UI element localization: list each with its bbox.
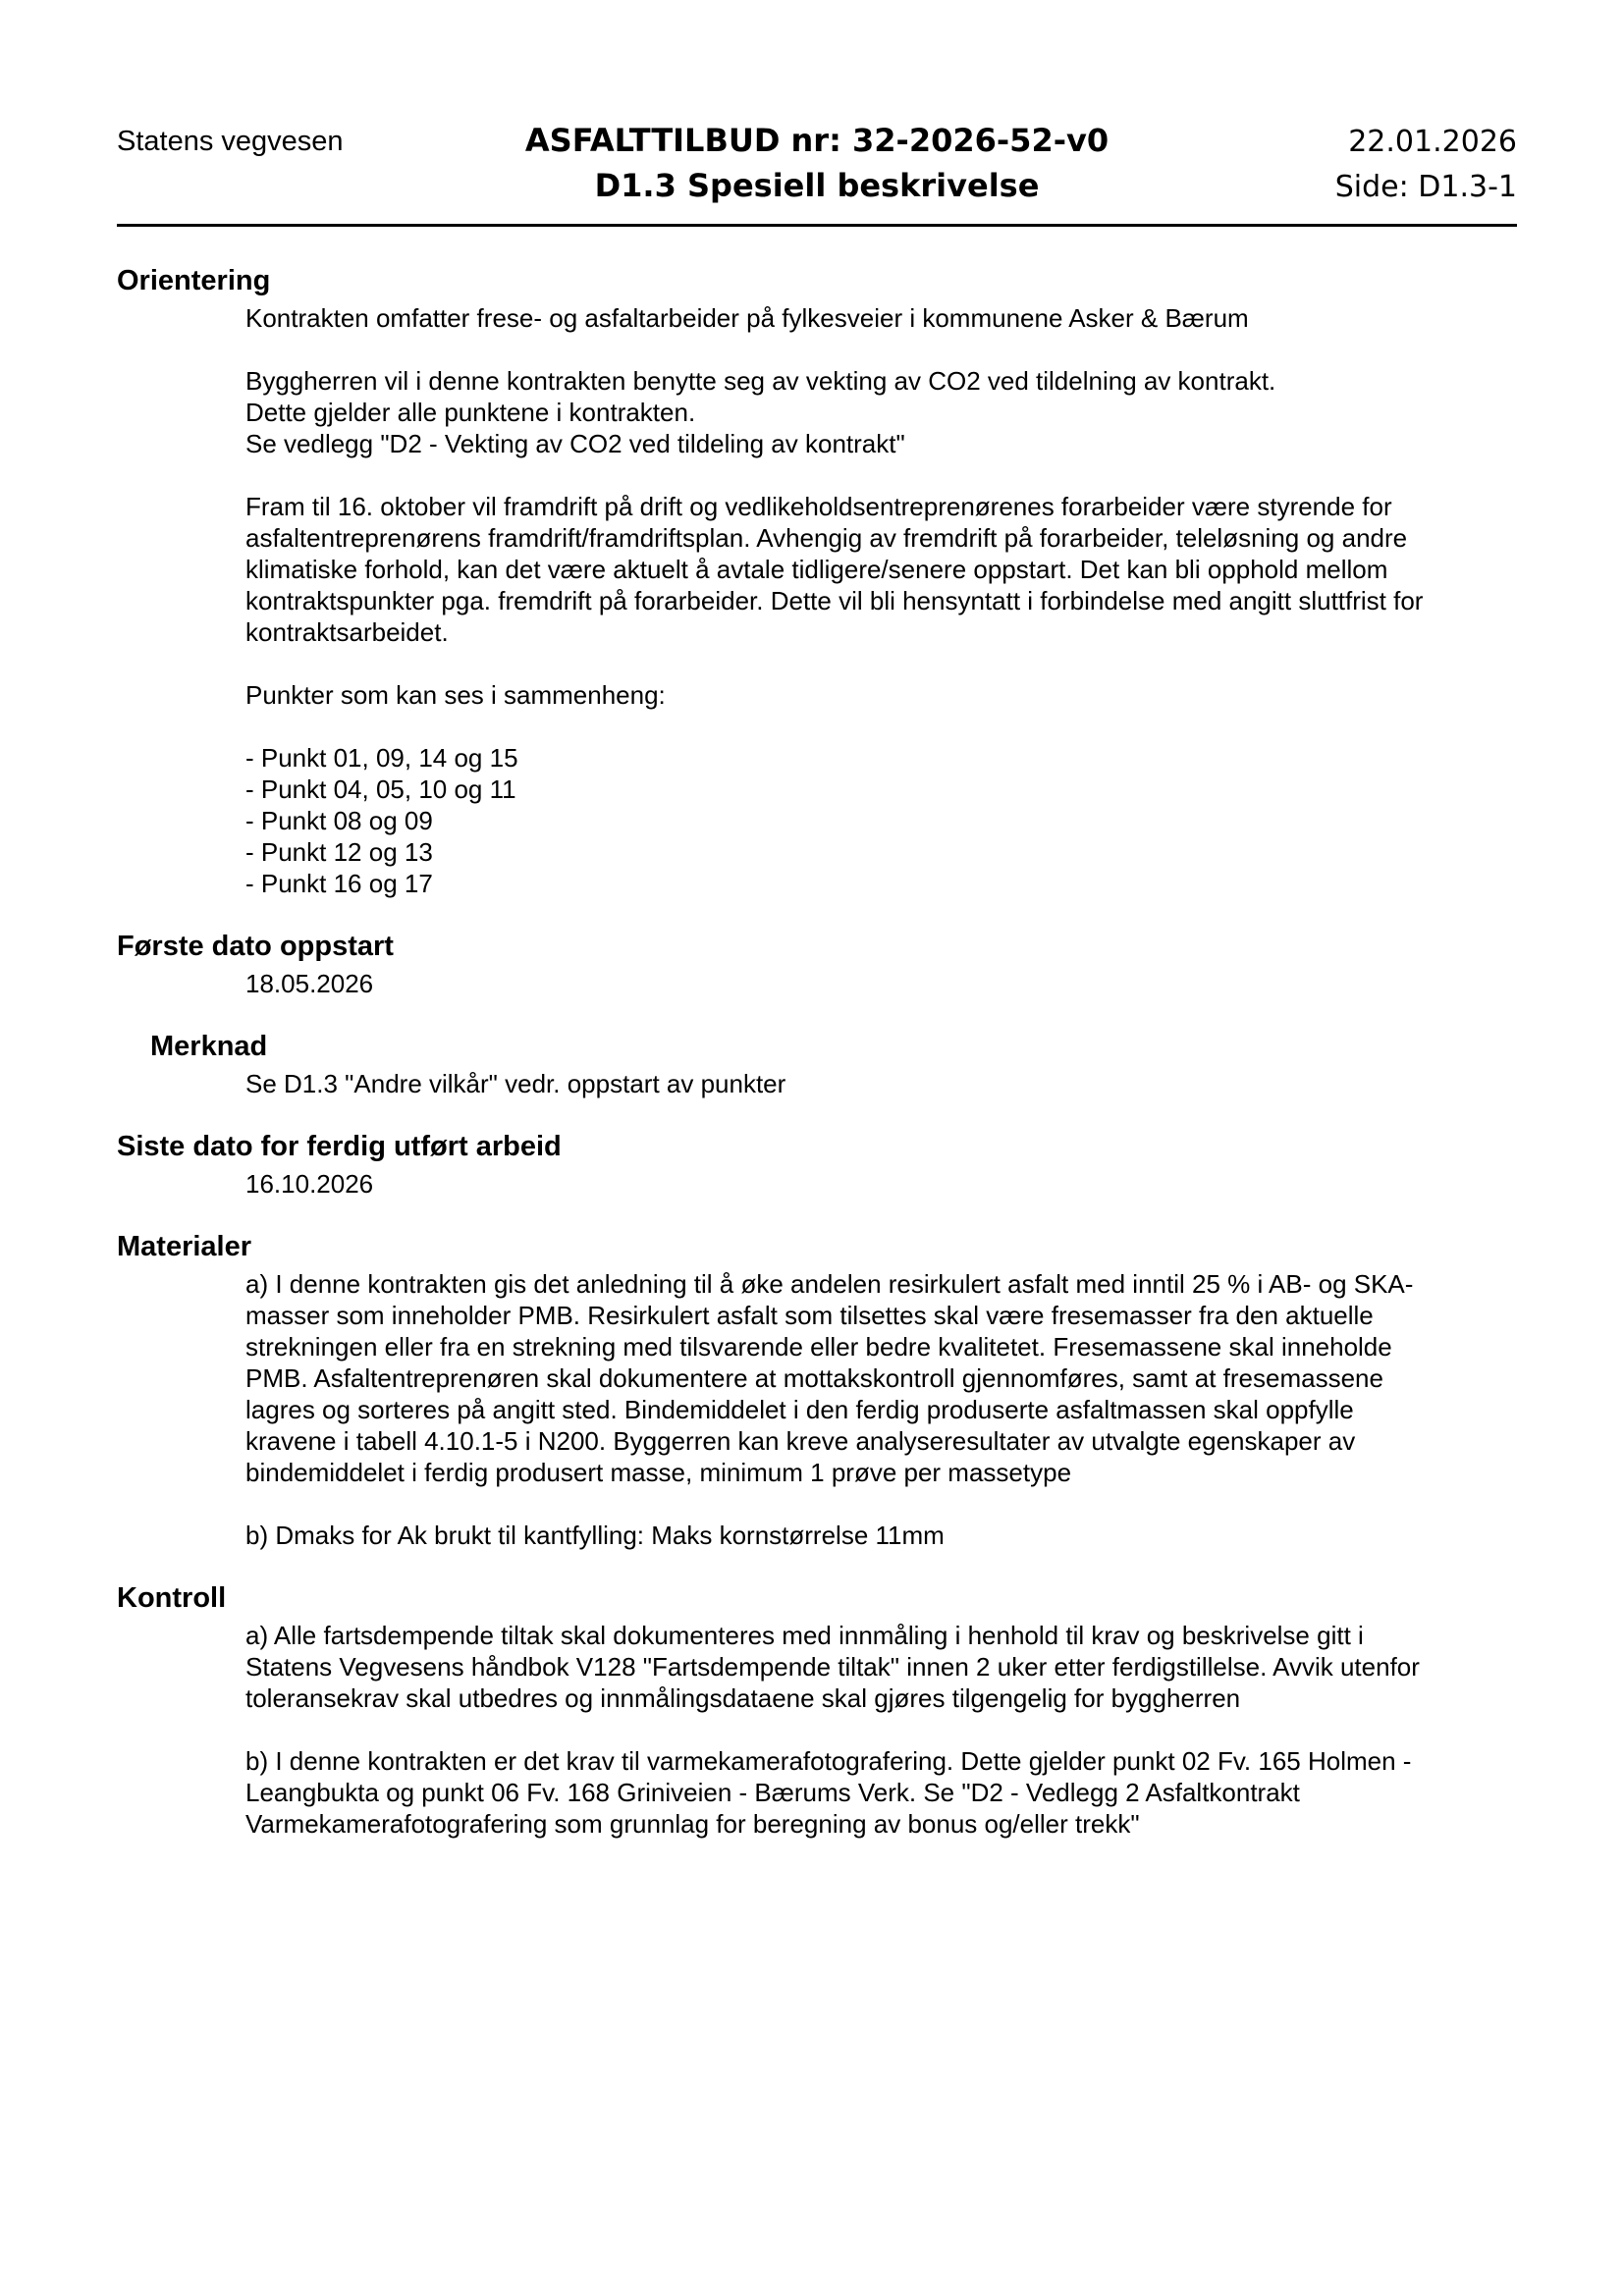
section-heading: Orientering (117, 265, 271, 296)
paragraph: Kontrakten omfatter frese- og asfaltarbeider på fylkesveier i kommunene Asker & Bærum (245, 303, 1249, 333)
paragraph-line: Dette gjelder alle punktene i kontrakten. (245, 398, 696, 427)
end-date-value: 16.10.2026 (245, 1169, 374, 1199)
paragraph: b) Dmaks for Ak brukt til kantfylling: Maks kornstørrelse 11mm (245, 1521, 945, 1550)
paragraph-line: kontraktspunkter pga. fremdrift på forarbeider. Dette vil bli hensyntatt i forbindelse med angitt sluttfrist for (245, 586, 1424, 615)
page-header (117, 116, 1517, 226)
organization-name: Statens vegvesen (117, 126, 344, 157)
paragraph-line: Byggherren vil i denne kontrakten benytte seg av vekting av CO2 ved tildelning av kontrakt. (245, 366, 1276, 396)
paragraph-line: kravene i tabell 4.10.1-5 i N200. Byggerren kan kreve analyseresultater av utvalgte egenskaper av (245, 1426, 1356, 1456)
paragraph-line: Leangbukta og punkt 06 Fv. 168 Griniveien - Bærums Verk. Se "D2 - Vedlegg 2 Asfaltkontrakt (245, 1778, 1300, 1807)
paragraph-line: a) I denne kontrakten gis det anledning til å øke andelen resirkulert asfalt med inntil 25 % i AB- og SKA- (245, 1269, 1414, 1299)
section-heading: Materialer (117, 1231, 252, 1262)
header-divider (117, 224, 1517, 227)
paragraph-line: bindemiddelet i ferdig produsert masse, minimum 1 prøve per massetype (245, 1458, 1072, 1487)
document-subtitle: D1.3 Spesiell beskrivelse (594, 167, 1040, 204)
list-item: - Punkt 01, 09, 14 og 15 (245, 743, 518, 773)
paragraph-line: kontraktsarbeidet. (245, 617, 449, 647)
list-item: - Punkt 08 og 09 (245, 806, 433, 835)
section-merknad (117, 1025, 1517, 1099)
section-heading: Siste dato for ferdig utført arbeid (117, 1131, 562, 1162)
paragraph-line: strekningen eller fra en strekning med tilsvarende eller bedre kvalitetet. Fresemassene skal inneholde (245, 1332, 1392, 1362)
paragraph-line: toleransekrav skal utbedres og innmålingsdataene skal gjøres tilgengelig for byggherren (245, 1683, 1241, 1713)
section-heading: Kontroll (117, 1582, 227, 1614)
section-siste-dato (117, 1125, 1517, 1200)
paragraph: Punkter som kan ses i sammenheng: (245, 680, 666, 710)
paragraph-line: asfaltentreprenørens framdrift/framdriftsplan. Avhengig av fremdrift på forarbeider, teleløsning og andre (245, 523, 1408, 553)
section-heading: Første dato oppstart (117, 931, 394, 962)
punkt-list (245, 742, 1517, 899)
document-date: 22.01.2026 (1348, 125, 1517, 159)
subsection-heading: Merknad (150, 1031, 268, 1062)
paragraph-line: Statens Vegvesens håndbok V128 "Fartsdempende tiltak" innen 2 uker etter ferdigstillelse. Avvik utenfor (245, 1652, 1420, 1682)
list-item: - Punkt 12 og 13 (245, 837, 433, 867)
list-item: - Punkt 16 og 17 (245, 869, 433, 898)
paragraph-line: Varmekamerafotografering som grunnlag for beregning av bonus og/eller trekk" (245, 1809, 1140, 1839)
start-date-value: 18.05.2026 (245, 969, 374, 998)
section-orientering (117, 259, 1517, 899)
paragraph: Se D1.3 "Andre vilkår" vedr. oppstart av punkter (245, 1069, 786, 1098)
section-forste-dato (117, 925, 1517, 999)
paragraph-line: lagres og sorteres på angitt sted. Bindemiddelet i den ferdig produserte asfaltmassen skal oppfylle (245, 1395, 1354, 1424)
page-number: Side: D1.3-1 (1334, 170, 1517, 204)
document-title: ASFALTTILBUD nr: 32-2026-52-v0 (524, 122, 1110, 159)
paragraph-line: Se vedlegg "D2 - Vekting av CO2 ved tildeling av kontrakt" (245, 429, 905, 458)
list-item: - Punkt 04, 05, 10 og 11 (245, 774, 516, 804)
paragraph-line: Fram til 16. oktober vil framdrift på drift og vedlikeholdsentreprenørenes forarbeider være styrende for (245, 492, 1392, 521)
paragraph-line: b) I denne kontrakten er det krav til varmekamerafotografering. Dette gjelder punkt 02 Fv. 165 Holmen - (245, 1746, 1412, 1776)
paragraph-line: klimatiske forhold, kan det være aktuelt å avtale tidligere/senere oppstart. Det kan bli opphold mellom (245, 555, 1388, 584)
paragraph-line: masser som inneholder PMB. Resirkulert asfalt som tilsettes skal være fresemasser fra den aktuelle (245, 1301, 1374, 1330)
section-materialer (117, 1225, 1517, 1551)
document-body (117, 259, 1517, 1840)
paragraph-line: a) Alle fartsdempende tiltak skal dokumenteres med innmåling i henhold til krav og beskrivelse gitt i (245, 1621, 1364, 1650)
section-kontroll (117, 1576, 1517, 1840)
paragraph-line: PMB. Asfaltentreprenøren skal dokumentere at mottakskontroll gjennomføres, samt at fresemassene (245, 1363, 1383, 1393)
